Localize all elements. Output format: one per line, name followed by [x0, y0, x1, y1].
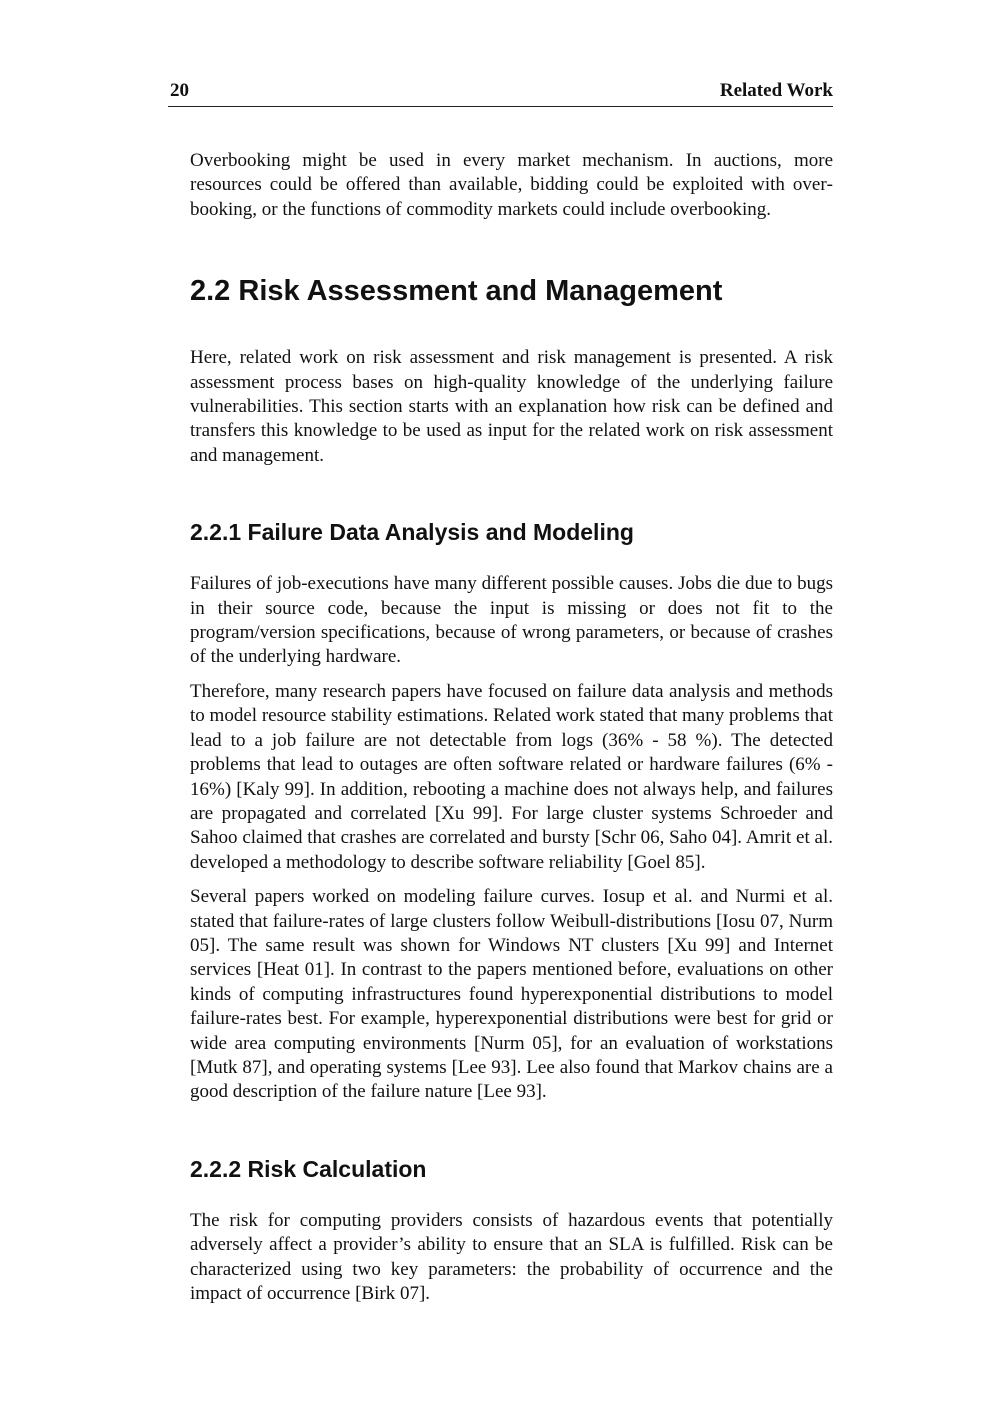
section-2-2-paragraph: Here, related work on risk assessment and risk management is presented. A risk assessment process bases on high-quality knowledge of the underlying failure vulnerabilities. This section starts with an explanation how risk can be defined and transfers this knowledge to be used as input for the related work on risk assessment and management.	[190, 347, 833, 466]
subsection-heading-2-2-2: 2.2.2 Risk Calculation	[190, 1155, 427, 1182]
subsection-heading-2-2-1: 2.2.1 Failure Data Analysis and Modeling	[190, 519, 634, 546]
section-heading-2-2: 2.2 Risk Assessment and Management	[190, 275, 723, 308]
running-header	[168, 78, 833, 107]
document-page	[168, 78, 833, 1306]
subsection-2-2-2-paragraph: The risk for computing providers consists of hazardous events that potentially adversely affect a provider’s ability to ensure that an SLA is fulfilled. Risk can be characterized using two key parameters: the probability of occurrence and the impact of occurrence [Birk 07].	[190, 1209, 833, 1304]
subsection-2-2-1-paragraph: Several papers worked on modeling failure curves. Iosup et al. and Nurmi et al. stated that failure-rates of large clusters follow Weibull-distributions [Iosu 07, Nurm 05]. The same result was shown for Windows NT clusters [Xu 99] and Internet services [Heat 01]. In contrast to the papers mentioned before, evaluations on other kinds of computing infrastructures found hyperexponential distributions to model failure-rates best. For example, hyperexponential distributions were best for grid or wide area computing environments [Nurm 05], for an evaluation of workstations [Mutk 87], and operating systems [Lee 93]. Lee also found that Markov chains are a good description of the failure nature [Lee 93].	[190, 886, 833, 1103]
page-number: 20	[170, 80, 189, 101]
page-body	[168, 149, 833, 1306]
subsection-2-2-1-paragraph: Therefore, many research papers have focused on failure data analysis and methods to model resource stability estimations. Related work stated that many problems that lead to a job failure are not detectable from logs (36% - 58 %). The detected problems that lead to outages are often software related or hardware failures (6% - 16%) [Kaly 99]. In addition, rebooting a machine does not always help, and failures are propagated and correlated [Xu 99]. For large cluster systems Schroeder and Sahoo claimed that crashes are correlated and bursty [Schr 06, Saho 04]. Amrit et al. developed a methodology to describe software reliability [Goel 85].	[190, 680, 833, 873]
subsection-2-2-1-paragraph: Failures of job-executions have many different possible causes. Jobs die due to bugs in their source code, because the input is missing or does not fit to the program/version specifications, because of wrong parameters, or because of crashes of the underlying hardware.	[190, 573, 833, 668]
running-title: Related Work	[719, 80, 833, 101]
intro-paragraph: Overbooking might be used in every market mechanism. In auctions, more resources could be offered than available, bidding could be exploited with overbooking, or the functions of commodity markets could include overbooking.	[190, 150, 833, 220]
